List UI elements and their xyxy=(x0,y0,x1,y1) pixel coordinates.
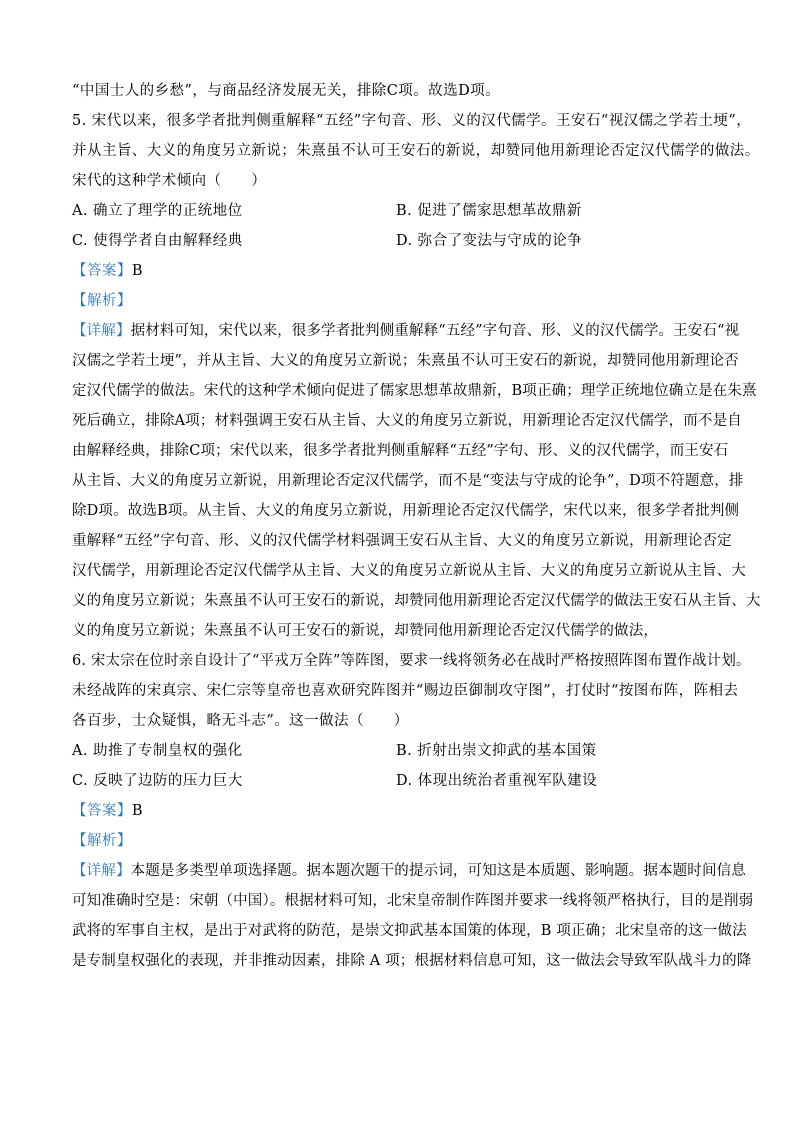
detail-line xyxy=(72,856,746,886)
question-5-options-row xyxy=(72,226,732,256)
option-b: B. 折射出崇文抑武的基本国策 xyxy=(396,743,597,759)
question-5-options-row xyxy=(72,196,732,226)
question-5-stem: 并从主旨、大义的角度另立新说；朱熹虽不认可王安石的新说，却赞同他用新理论否定汉代儒学的做法。 xyxy=(72,143,760,159)
question-6-stem: 未经战阵的宋真宗、宋仁宗等皇帝也喜欢研究阵图并“赐边臣御制攻守图”，打仗时“按图布阵，阵相去 xyxy=(72,683,739,699)
option-d: D. 弥合了变法与守成的论争 xyxy=(396,233,583,249)
detail-text: 本题是多类型单项选择题。据本题次题干的提示词，可知这是本质题、影响题。据本题时间信息 xyxy=(130,863,746,879)
text-line: “中国士人的乡愁”，与商品经济发展无关，排除C项。故选D项。 xyxy=(72,83,501,99)
detail-line xyxy=(72,316,740,346)
question-6-options-row xyxy=(72,736,732,766)
option-c: C. 反映了边防的压力巨大 xyxy=(72,773,243,789)
question-6-stem: 各百步，士众疑惧，略无斗志”。这一做法（ ） xyxy=(72,713,409,729)
detail-line: 义的角度另立新说；朱熹虽不认可王安石的新说，却赞同他用新理论否定汉代儒学的做法， xyxy=(72,623,658,639)
detail-tag: 【详解】 xyxy=(72,863,131,879)
answer-tag: 【答案】 xyxy=(72,263,132,279)
detail-line: 汉儒之学若土埂”，并从主旨、大义的角度另立新说；朱熹虽不认可王安石的新说，却赞同他用新理论否 xyxy=(72,353,739,369)
option-b: B. 促进了儒家思想革故鼎新 xyxy=(396,203,582,219)
question-5-stem: 宋代的这种学术倾向（ ） xyxy=(72,173,267,189)
option-a: A. 助推了专制皇权的强化 xyxy=(72,743,243,759)
detail-line: 重解释“五经”字句音、形、义的汉代儒学材料强调王安石从主旨、大义的角度另立新说，用新理论否定 xyxy=(72,533,732,549)
question-5-stem: 5. 宋代以来，很多学者批判侧重解释“五经”字句音、形、义的汉代儒学。王安石“视汉儒之学若土埂”， xyxy=(72,113,752,129)
answer-value: B xyxy=(131,263,143,279)
document-page xyxy=(72,76,761,976)
detail-tag: 【详解】 xyxy=(72,323,131,339)
detail-line: 义的角度另立新说；朱熹虽不认可王安石的新说，却赞同他用新理论否定汉代儒学的做法王安石从主旨、大 xyxy=(72,593,761,609)
detail-line: 除D项。故选B项。从主旨、大义的角度另立新说，用新理论否定汉代儒学，宋代以来，很多学者批判侧 xyxy=(72,503,740,519)
option-d: D. 体现出统治者重视军队建设 xyxy=(396,773,598,789)
question-6-options-row xyxy=(72,766,732,796)
detail-line: 死后确立，排除A项；材料强调王安石从主旨、大义的角度另立新说，用新理论否定汉代儒学，而不是自 xyxy=(72,413,742,429)
detail-text: 据材料可知，宋代以来，很多学者批判侧重解释“五经”字句音、形、义的汉代儒学。王安石“视 xyxy=(130,323,740,339)
answer-tag: 【答案】 xyxy=(72,803,132,819)
detail-line: 武将的军事自主权，是出于对武将的防范，是崇文抑武基本国策的体现，B 项正确；北宋皇帝的这一做法 xyxy=(72,923,747,939)
analysis-tag: 【解析】 xyxy=(72,293,132,309)
option-c: C. 使得学者自由解释经典 xyxy=(72,233,243,249)
option-a: A. 确立了理学的正统地位 xyxy=(72,203,243,219)
detail-line: 汉代儒学，用新理论否定汉代儒学从主旨、大义的角度另立新说从主旨、大义的角度另立新说从主旨、大 xyxy=(72,563,746,579)
question-6-stem: 6. 宋太宗在位时亲自设计了“平戎万全阵”等阵图，要求一线将领务必在战时严格按照阵图布置作战计划。 xyxy=(72,653,751,669)
detail-line: 定汉代儒学的做法。宋代的这种学术倾向促进了儒家思想革故鼎新，B项正确；理学正统地位确立是在朱熹 xyxy=(72,383,757,399)
answer-line xyxy=(72,256,732,286)
answer-line xyxy=(72,796,732,826)
analysis-tag: 【解析】 xyxy=(72,833,132,849)
detail-line: 是专制皇权强化的表现，并非推动因素，排除 A 项；根据材料信息可知，这一做法会导致军队战斗力的降 xyxy=(72,953,752,969)
analysis-line xyxy=(72,826,732,856)
detail-line: 由解释经典，排除C项；宋代以来，很多学者批判侧重解释“五经”字句、形、义的汉代儒学，而王安石 xyxy=(72,443,729,459)
detail-line: 从主旨、大义的角度另立新说，用新理论否定汉代儒学，而不是“变法与守成的论争”，D项不符题意，排 xyxy=(72,473,744,489)
answer-value: B xyxy=(131,803,143,819)
analysis-line xyxy=(72,286,732,316)
detail-line: 可知准确时空是：宋朝（中国）。根据材料可知，北宋皇帝制作阵图并要求一线将领严格执行，目的是削弱 xyxy=(72,893,754,909)
